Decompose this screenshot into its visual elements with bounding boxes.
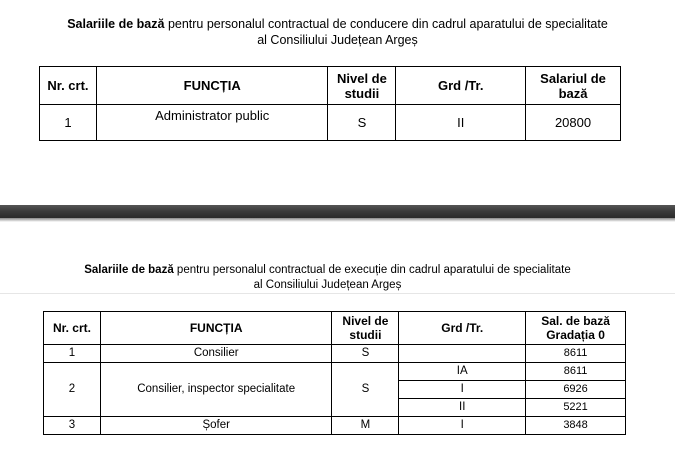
cell-nivel: S [332, 345, 399, 363]
cell-functia: Consilier [100, 345, 332, 363]
table-row [40, 105, 621, 141]
section1-title-rest: pentru personalul contractual de conducere din cadrul aparatului de specialitate [164, 17, 608, 31]
cell-salariu: 3848 [526, 417, 626, 435]
header-functia: FUNCȚIA [100, 312, 332, 345]
cell-salariu: 20800 [526, 105, 621, 141]
cell-grd [399, 345, 526, 363]
cell-salariu: 5221 [526, 399, 626, 417]
table-row [44, 417, 626, 435]
header-nivel: Nivel de studii [328, 67, 396, 105]
cell-grd: I [399, 417, 526, 435]
scan-divider-band [0, 205, 675, 218]
cell-salariu: 8611 [526, 363, 626, 381]
section1-title-bold: Salariile de bază [67, 17, 165, 31]
cell-salariu: 8611 [526, 345, 626, 363]
execution-salary-table [43, 311, 626, 435]
section2-title-bold: Salariile de bază [84, 264, 174, 276]
scan-divider-shadow [0, 218, 675, 222]
header-grd: Grd /Tr. [396, 67, 526, 105]
cell-nivel: S [328, 105, 396, 141]
cell-salariu: 6926 [526, 381, 626, 399]
table-header-row [40, 67, 621, 105]
header-nivel: Nivel de studii [332, 312, 399, 345]
header-nr: Nr. crt. [40, 67, 97, 105]
table-row [44, 363, 626, 381]
cell-nr: 3 [44, 417, 101, 435]
header-functia: FUNCȚIA [96, 67, 328, 105]
cell-nr: 1 [40, 105, 97, 141]
cell-grd: IA [399, 363, 526, 381]
cell-grd: I [399, 381, 526, 399]
cell-functia: Administrator public [96, 105, 328, 141]
section2-title-line2: al Consiliului Județean Argeș [253, 279, 402, 291]
cell-nr: 1 [44, 345, 101, 363]
cell-grd: II [399, 399, 526, 417]
cell-grd: II [396, 105, 526, 141]
section2-title [0, 263, 665, 293]
cell-functia: Șofer [100, 417, 332, 435]
table-row [44, 345, 626, 363]
faint-divider [0, 293, 675, 294]
leadership-salary-table [39, 66, 621, 141]
section2-title-rest: pentru personalul contractual de execuție din cadrul aparatului de specialitate [173, 264, 571, 276]
header-grd: Grd /Tr. [399, 312, 526, 345]
header-salariu: Salariul de bază [526, 67, 621, 105]
cell-nivel: M [332, 417, 399, 435]
cell-functia: Consilier, inspector specialitate [100, 363, 332, 417]
header-salariu: Sal. de bază Gradația 0 [526, 312, 626, 345]
section1-title [0, 16, 675, 48]
header-nr: Nr. crt. [44, 312, 101, 345]
section1-title-line2: al Consiliului Județean Argeș [257, 33, 418, 47]
cell-nr: 2 [44, 363, 101, 417]
table-header-row [44, 312, 626, 345]
cell-nivel: S [332, 363, 399, 417]
